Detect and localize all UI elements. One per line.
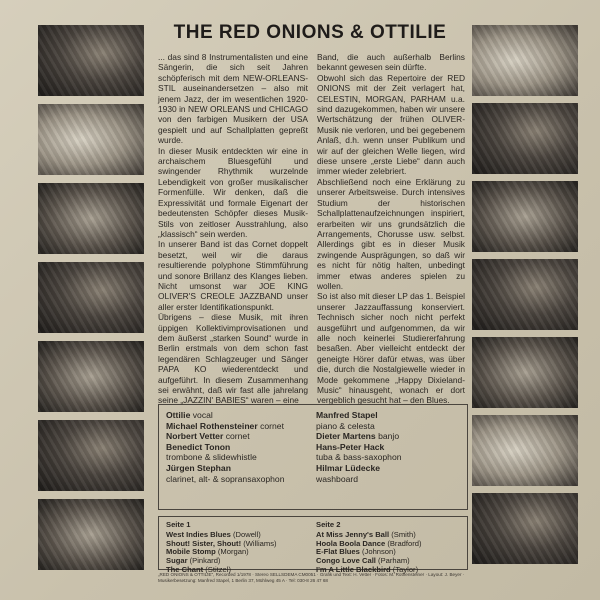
musician-role: cornet [225,431,250,442]
personnel-line [166,431,316,442]
liner-paragraph: Übrigens – diese Musik, mit ihren üppigen Kollektivimprovisationen und dem äußerst „starken Sound“ wurde in Berlin erstmals von dem schon fast legendären Schlagzeuger und Sänger PAPA KO wiederentdeckt und aufgeführt. In diesem Zusammenhang sei erwähnt, daß wir fast alle jahrelang seine „JAZZIN' BABIES“ waren – eine [158,312,308,406]
musician-role: banjo [378,431,400,442]
track-title: Hoola Boola Dance [316,538,386,548]
track-composer: (Johnson) [362,547,396,557]
liner-notes-column-2 [317,52,465,406]
musician-role: trombone & slidewhistle [166,452,257,463]
track-title: At Miss Jenny's Ball [316,529,390,539]
track-title: Congo Love Call [316,556,376,566]
musician-role: washboard [316,473,359,484]
tracklist-side-2 [316,521,466,575]
musician-name: Dieter Martens [316,431,376,442]
track-composer: (Stitzel) [205,564,231,574]
personnel-line [166,463,316,474]
tracklist [158,516,468,574]
liner-paragraph: ... das sind 8 Instrumentalisten und eine Sängerin, die sich seit Jahren schöpferisch mit dem NEW-ORLEANS-STIL auseinandersetzen – also mit jenem Jazz, der im wesentlichen 1920-1930 in NEW ORLEANS und CHICAGO von den farbigen Musikern der USA gespielt und auf Schallplatten gepreßt wurde. [158,52,308,146]
liner-paragraph: In dieser Musik entdeckten wir eine in archaischem Bluesgefühl und swingender Rhythmik wurzelnde Lebendigkeit von großer musikalischer Formenfülle. Wir denken, daß die Expressivität und formale Eigenart der bedeutensten Schöpfer dieses Musik-Stils von zeitloser Ausstrahlung, also „klassisch“ sein werden. [158,145,308,239]
musician-role: tuba & bass-saxophon [316,452,402,463]
singer-photo [472,25,578,96]
personnel-line [316,463,466,474]
washboard-player-photo [38,341,144,412]
track-composer: (Dowell) [232,529,261,539]
cornet-player-photo [38,104,144,175]
track-title: Mobile Stomp [166,547,216,557]
side-heading: Seite 2 [316,520,341,529]
tuba-player-photo [38,183,144,254]
musician-name: Manfred Stapel [316,410,378,420]
track-composer: (Smith) [391,529,416,539]
musician-name: Jürgen Stephan [166,462,231,473]
track-title: Sugar [166,556,188,566]
liner-paragraph: Obwohl sich das Repertoire der RED ONIONS mit der Zeit verlagert hat, CELESTIN, MORGAN, PARHAM u.a. sind dazugekommen, haben wir unsere Wertschätzung der frühen OLIVER-Musik nie verloren, und bei gegebenem Anlaß, d.h. wenn unser Publikum und wir auf der gleichen Welle liegen, wird diese unsere „erste Liebe“ dann auch immer wieder zelebriert. [317,72,465,177]
track-title: Shout! Sister, Shout! [166,538,242,548]
track-title: West Indies Blues [166,529,231,539]
personnel-line [166,452,316,463]
personnel-line [316,421,466,432]
track-composer: (Morgan) [217,547,249,557]
musician-name: Michael Rothensteiner [166,420,258,431]
album-title: THE RED ONIONS & OTTILIE [173,22,447,43]
musician-role: piano & celesta [316,420,375,431]
personnel-line [166,474,316,485]
clarinet-player-photo [472,259,578,330]
drummer-photo [472,415,578,486]
liner-notes-column-1 [158,52,308,406]
musician-name: Benedict Tonon [166,441,231,452]
personnel-line [316,431,466,442]
personnel-line [166,442,316,453]
personnel-line [316,474,466,485]
personnel-line [316,442,466,453]
musician-role: vocal [192,410,213,420]
liner-paragraph: Band, die auch außerhalb Berlins bekannt gewesen sein dürfte. [317,52,465,73]
track-title: E-Flat Blues [316,547,360,557]
banjo-player-photo [472,337,578,408]
musician-name: Ottilie [166,410,191,420]
personnel-column-right [316,410,466,484]
personnel-line [166,410,316,421]
pianist-photo [38,499,144,570]
production-credits-footer: „RED ONIONS & OTTILIE“, Recorded 1/1978 · Stereo SELLSDEMA CM0051 · Grafik und Text: H. Vetter · Fotos: M. Rothensteiner · Layout: J. Beyer · Musikerbesetzung: Manfred Stapel, 1 Berlin 37, Mühlweg 45 A · Tel: 030-8 26 47 68 [158,572,465,583]
track-composer: (Parham) [378,556,410,566]
photo-strip-left [38,25,144,570]
musician-name: Hans-Peter Hack [316,441,385,452]
liner-paragraph: So ist also mit dieser LP das 1. Beispiel unserer Jazzauffassung konserviert. Technisch sicher noch nicht perfekt ausgeführt und aufgenommen, da wir alle noch keinerlei Studiererfahrung besaßen. Aber vielleicht entdeckt der geneigte Hörer dafür etwas, was über die, durch die Nostalgiewelle wieder in Mode gekommene „Happy Dixieland-Music“ hinausgeht, wonach er dort vergeblich gesucht hat – den Blues. [317,291,465,406]
cornet-duo-photo [472,103,578,174]
trombonist-photo [472,181,578,252]
personnel-credits [158,404,468,510]
track-title: I'm A Little Blackbird [316,564,391,574]
musician-name: Norbert Vetter [166,431,224,442]
bass-saxophone-photo [472,493,578,564]
band-photo [38,25,144,96]
photo-strip-right [472,25,578,564]
track-composer: (Taylor) [392,564,419,574]
trombone-player-photo [38,262,144,333]
track-composer: (Williams) [243,538,277,548]
personnel-line [316,410,466,421]
track-composer: (Bradford) [387,538,422,548]
tracklist-side-1 [166,521,316,575]
liner-paragraph: In unserer Band ist das Cornet doppelt besetzt, weil wir die daraus resultierende polyphone Stimmführung und sonore Brillanz des Klanges lieben. Nicht umsonst war JOE KING OLIVER'S CREOLE JAZZBAND unser aller erster Identifikationspunkt. [158,239,308,312]
musician-role: cornet [260,420,284,431]
side-heading: Seite 1 [166,520,191,529]
musician-role: clarinet, alt- & sopransaxophon [166,473,285,484]
liner-paragraph: Abschließend noch eine Erklärung zu unserer Arbeitsweise. Durch intensives Studium der historischen Schallplattenaufzeichnungen inspiriert, erarbeiten wir uns grundsätzlich die Arrangements, Chorusse usw. selbst. Allerdings gibt es in dieser Musik zwingende Ausprägungen, so daß wir es nicht für nötig halten, unbedingt immer etwas anderes spielen zu wollen. [317,176,465,291]
personnel-column-left [166,410,316,484]
track-composer: (Pinkard) [189,556,221,566]
personnel-line [316,452,466,463]
personnel-line [166,421,316,432]
musician-portrait-photo [38,420,144,491]
track-title: The Chant [166,564,204,574]
musician-name: Hilmar Lüdecke [316,462,380,473]
